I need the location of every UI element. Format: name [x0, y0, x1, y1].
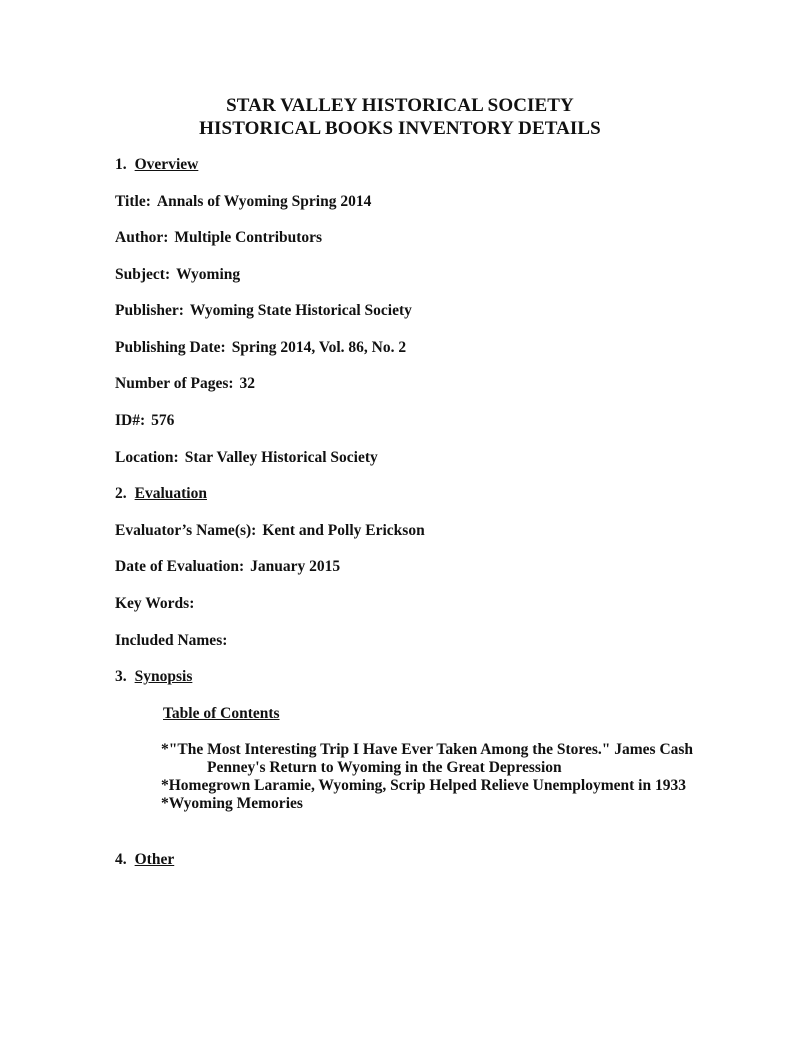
field-label: Date of Evaluation:: [115, 558, 245, 575]
field-value: January 2015: [250, 558, 341, 575]
field-publishing-date: [115, 339, 406, 357]
toc-item: *"The Most Interesting Trip I Have Ever Taken Among the Stores." James Cash Penney's Return to Wyoming in the Great Depression: [161, 741, 694, 776]
society-title: STAR VALLEY HISTORICAL SOCIETY: [226, 95, 574, 116]
document-title: HISTORICAL BOOKS INVENTORY DETAILS: [199, 118, 601, 139]
section-number: 4.: [115, 851, 127, 868]
field-label: Title:: [115, 193, 151, 210]
section-number: 1.: [115, 156, 127, 173]
field-label: Location:: [115, 449, 179, 466]
field-evaluators: [115, 522, 425, 540]
section-synopsis-heading: [115, 668, 192, 686]
field-label: Key Words:: [115, 595, 195, 612]
field-value: 576: [151, 412, 175, 429]
field-value: 32: [239, 375, 256, 392]
field-label: Number of Pages:: [115, 375, 234, 392]
field-value: Wyoming State Historical Society: [189, 302, 412, 319]
field-label: ID#:: [115, 412, 146, 429]
section-number: 3.: [115, 668, 127, 685]
field-included-names: [115, 632, 233, 650]
field-label: Subject:: [115, 266, 171, 283]
field-label: Included Names:: [115, 632, 228, 649]
field-author: [115, 229, 322, 247]
field-value: Wyoming: [176, 266, 241, 283]
section-number: 2.: [115, 485, 127, 502]
field-value: Multiple Contributors: [174, 229, 323, 246]
field-key-words: [115, 595, 200, 613]
field-date-of-evaluation: [115, 558, 340, 576]
toc-item: *Wyoming Memories: [161, 795, 303, 812]
field-title: [115, 193, 371, 211]
field-label: Evaluator’s Name(s):: [115, 522, 257, 539]
section-overview-heading: [115, 156, 198, 174]
field-label: Author:: [115, 229, 169, 246]
field-value: Star Valley Historical Society: [184, 449, 378, 466]
field-label: Publisher:: [115, 302, 184, 319]
field-value: Annals of Wyoming Spring 2014: [156, 193, 372, 210]
field-value: Spring 2014, Vol. 86, No. 2: [231, 339, 407, 356]
field-label: Publishing Date:: [115, 339, 226, 356]
field-id: [115, 412, 174, 430]
field-value: Kent and Polly Erickson: [262, 522, 425, 539]
section-other-heading: [115, 851, 174, 869]
field-number-of-pages: [115, 375, 255, 393]
section-title: Other: [134, 851, 175, 868]
section-title: Evaluation: [134, 485, 207, 502]
table-of-contents-heading: Table of Contents: [163, 705, 280, 722]
toc-item: *Homegrown Laramie, Wyoming, Scrip Helped Relieve Unemployment in 1933: [161, 777, 686, 794]
table-of-contents-list: [161, 741, 701, 813]
field-subject: [115, 266, 240, 284]
section-title: Synopsis: [134, 668, 193, 685]
field-location: [115, 449, 378, 467]
section-evaluation-heading: [115, 485, 207, 503]
field-publisher: [115, 302, 412, 320]
section-title: Overview: [134, 156, 199, 173]
